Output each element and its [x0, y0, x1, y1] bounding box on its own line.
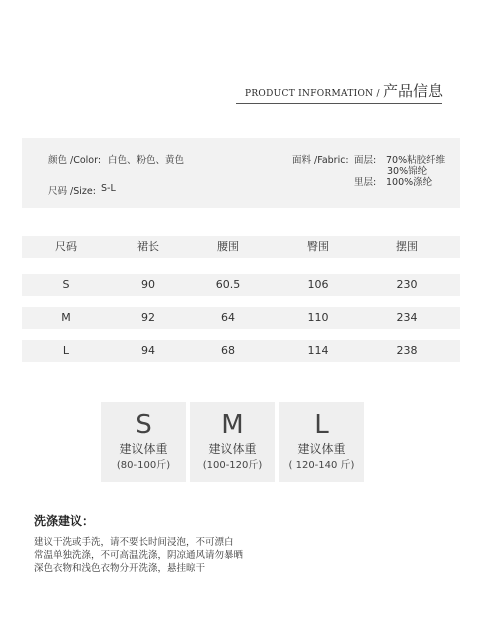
table-header-cell: 腰围 [217, 240, 239, 253]
table-header-cell: 臀围 [307, 240, 329, 253]
table-cell: 94 [141, 344, 155, 357]
fabric-outer-value-2: 30%锦纶 [387, 166, 428, 177]
table-cell: L [62, 344, 70, 357]
wash-title: 洗涤建议： [34, 514, 95, 528]
size-card-range: (80-100斤) [116, 460, 171, 471]
table-row [22, 340, 460, 362]
size-card-label: 建议体重 [297, 442, 346, 456]
size-label: 尺码 /Size: [48, 186, 96, 197]
table-cell: S [62, 278, 70, 291]
size-recommendation-cards [101, 402, 364, 482]
table-header-cell: 摆围 [396, 240, 418, 253]
size-card-label: 建议体重 [119, 442, 168, 456]
size-card-letter: S [135, 410, 152, 440]
fabric-outer-value-1: 70%粘胶纤维 [386, 155, 446, 166]
table-cell: 114 [307, 344, 329, 357]
fabric-outer-label: 面层: [354, 155, 377, 166]
header-title-en: PRODUCT INFORMATION / [245, 89, 383, 99]
table-cell: 238 [396, 344, 418, 357]
size-card-letter: L [314, 410, 329, 440]
table-cell: 106 [307, 278, 329, 291]
table-row [22, 274, 460, 296]
size-card-range: (100-120斤) [202, 460, 263, 471]
product-info-box [22, 138, 460, 208]
size-card-m [190, 402, 275, 482]
table-header-cell: 裙长 [137, 240, 159, 253]
size-card-l [279, 402, 364, 482]
table-header-row [22, 236, 460, 258]
table-header-cell: 尺码 [55, 240, 77, 253]
size-card-letter: M [221, 410, 244, 440]
color-label: 颜色 /Color: [48, 155, 102, 166]
table-cell: 68 [221, 344, 235, 357]
table-cell: 90 [141, 278, 155, 291]
table-cell: M [61, 311, 71, 324]
fabric-inner-label: 里层: [354, 177, 377, 188]
table-cell: 230 [396, 278, 418, 291]
fabric-inner-value: 100%涤纶 [386, 177, 433, 188]
wash-line: 建议干洗或手洗，请不要长时间浸泡，不可漂白 [34, 537, 234, 548]
size-table [22, 236, 460, 373]
table-cell: 64 [221, 311, 235, 324]
table-cell: 92 [141, 311, 155, 324]
wash-line: 深色衣物和浅色衣物分开洗涤，悬挂晾干 [34, 563, 206, 574]
section-header [245, 80, 445, 102]
fabric-label: 面料 /Fabric: [292, 155, 349, 166]
size-card-s [101, 402, 186, 482]
color-value: 白色、粉色、黄色 [108, 155, 185, 166]
table-cell: 60.5 [215, 278, 241, 291]
size-card-range: ( 120-140 斤) [288, 460, 355, 471]
wash-line: 常温单独洗涤，不可高温洗涤，阴凉通风请勿暴晒 [34, 550, 244, 561]
table-cell: 110 [307, 311, 329, 324]
header-title-cn: 产品信息 [382, 82, 443, 100]
size-value: S-L [101, 183, 116, 194]
wash-instructions [34, 536, 294, 575]
table-row [22, 307, 460, 329]
table-cell: 234 [396, 311, 418, 324]
header-divider [236, 103, 442, 104]
size-card-label: 建议体重 [208, 442, 257, 456]
